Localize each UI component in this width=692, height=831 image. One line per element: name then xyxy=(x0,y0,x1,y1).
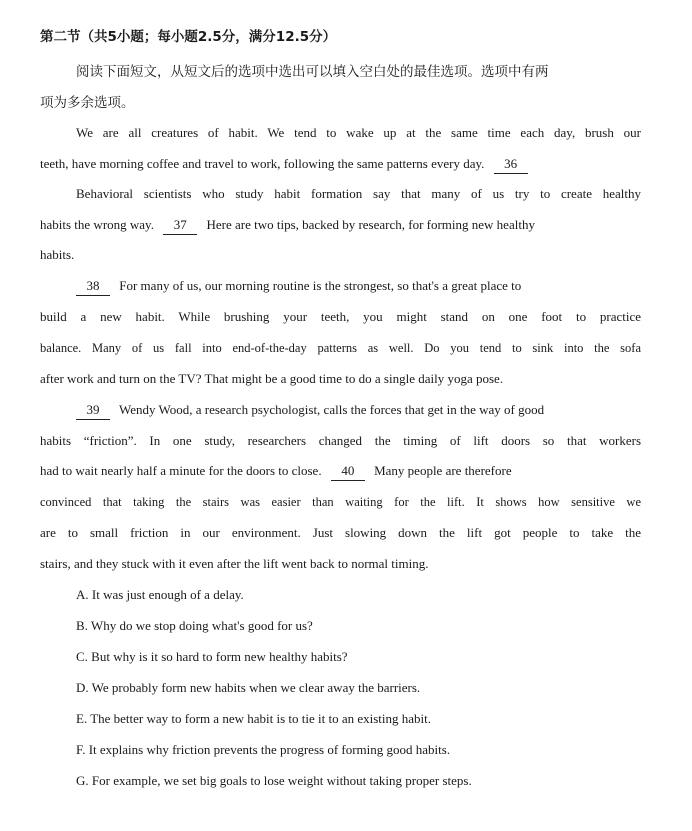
passage-text: had to wait nearly half a minute for the doors to close. xyxy=(40,463,322,478)
passage-line: habits. xyxy=(40,247,75,262)
passage-line xyxy=(40,462,641,481)
passage-line: stairs, and they stuck with it even after the lift went back to normal timing. xyxy=(40,556,429,571)
passage-line: habits “friction”. In one study, researchers changed the timing of lift doors so that workers xyxy=(40,433,641,448)
passage-line xyxy=(76,277,641,296)
blank-40: 40 xyxy=(331,462,365,481)
passage-line: convinced that taking the stairs was easier than waiting for the lift. It shows how sensitive we xyxy=(40,495,641,509)
passage-line xyxy=(76,401,641,420)
option-c: C. But why is it so hard to form new healthy habits? xyxy=(76,649,348,664)
option-d: D. We probably form new habits when we clear away the barriers. xyxy=(76,680,421,695)
passage-text: For many of us, our morning routine is the strongest, so that's a great place to xyxy=(119,278,522,293)
passage-text: teeth, have morning coffee and travel to work, following the same patterns every day. xyxy=(40,156,485,171)
option-a: A. It was just enough of a delay. xyxy=(76,587,244,602)
blank-36: 36 xyxy=(494,155,528,174)
option-f: F. It explains why friction prevents the progress of forming good habits. xyxy=(76,742,451,757)
section-header: 第二节（共5小题；每小题2.5分，满分12.5分） xyxy=(40,29,337,45)
instruction-line-2: 项为多余选项。 xyxy=(40,95,135,111)
passage-text: habits the wrong way. xyxy=(40,217,154,232)
instruction-line-1: 阅读下面短文，从短文后的选项中选出可以填入空白处的最佳选项。选项中有两 xyxy=(76,64,549,80)
blank-38: 38 xyxy=(76,277,110,296)
passage-line: after work and turn on the TV? That might be a good time to do a single daily yoga pose. xyxy=(40,371,504,386)
passage-line: balance. Many of us fall into end-of-the-day patterns as well. Do you tend to sink into the sofa xyxy=(40,341,641,355)
option-g: G. For example, we set big goals to lose weight without taking proper steps. xyxy=(76,773,472,788)
passage-line: are to small friction in our environment. Just slowing down the lift got people to take the xyxy=(40,525,641,540)
blank-39: 39 xyxy=(76,401,110,420)
passage-text: Here are two tips, backed by research, for forming new healthy xyxy=(206,217,535,232)
passage-line: We are all creatures of habit. We tend to wake up at the same time each day, brush our xyxy=(76,125,641,140)
option-b: B. Why do we stop doing what's good for us? xyxy=(76,618,313,633)
passage-line: Behavioral scientists who study habit formation say that many of us try to create healthy xyxy=(76,186,641,201)
blank-37: 37 xyxy=(163,216,197,235)
passage-text: Many people are therefore xyxy=(374,463,512,478)
passage-text: Wendy Wood, a research psychologist, calls the forces that get in the way of good xyxy=(119,402,545,417)
option-e: E. The better way to form a new habit is to tie it to an existing habit. xyxy=(76,711,432,726)
passage-line xyxy=(40,216,641,235)
passage-line xyxy=(40,155,640,174)
passage-line: build a new habit. While brushing your teeth, you might stand on one foot to practice xyxy=(40,309,641,324)
